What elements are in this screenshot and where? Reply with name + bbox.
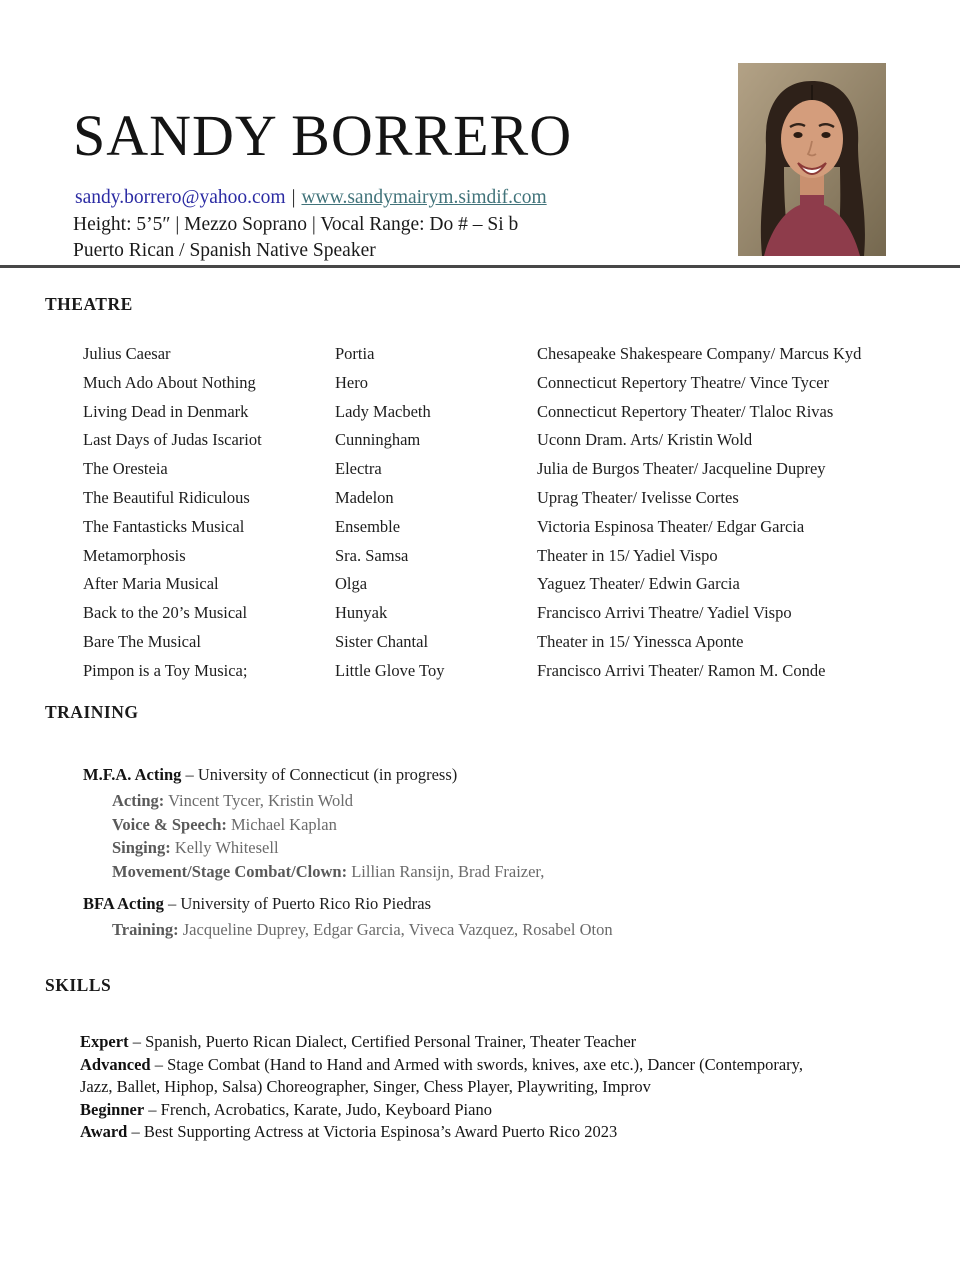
detail-label: Training: <box>112 920 179 940</box>
company-director: Theater in 15/ Yadiel Vispo <box>537 545 718 565</box>
company-director: Julia de Burgos Theater/ Jacqueline Duprey <box>537 459 826 479</box>
language-line: Puerto Rican / Spanish Native Speaker <box>73 240 376 261</box>
skill-text: – Stage Combat (Hand to Hand and Armed with swords, knives, axe etc.), Dancer (Contemporary, Jazz, Ballet, Hiphop, Salsa) Choreographer, Singer, Chess Player, Playwriting, Improv <box>80 1054 803 1097</box>
play-title: Julius Caesar <box>83 344 171 363</box>
skill-item-advanced <box>80 1054 825 1099</box>
role: Lady Macbeth <box>335 401 431 421</box>
company-director: Francisco Arrivi Theater/ Ramon M. Conde <box>537 660 826 680</box>
company-director: Yaguez Theater/ Edwin Garcia <box>537 574 740 594</box>
skill-text: – Best Supporting Actress at Victoria Espinosa’s Award Puerto Rico 2023 <box>127 1122 618 1142</box>
training-heading: TRAINING <box>45 702 139 722</box>
training-detail <box>112 918 613 942</box>
detail-value: Vincent Tycer, Kristin Wold <box>164 791 354 810</box>
program-details <box>112 918 613 942</box>
detail-label: Singing: <box>112 838 171 858</box>
role: Ensemble <box>335 516 401 536</box>
email-link[interactable]: sandy.borrero@yahoo.com <box>75 187 286 208</box>
company-director: Theater in 15/ Yinessca Aponte <box>537 631 744 651</box>
detail-value: Lillian Ransijn, Brad Fraizer, <box>347 861 545 881</box>
skill-level-label: Expert <box>80 1032 129 1051</box>
website-link[interactable]: www.sandymairym.simdif.com <box>301 187 547 208</box>
skill-level-label: Beginner <box>80 1099 145 1119</box>
degree-name: BFA Acting <box>83 894 164 914</box>
skill-text: – French, Acrobatics, Karate, Judo, Keyboard Piano <box>144 1099 492 1119</box>
play-title: Last Days of Judas Iscariot <box>83 430 262 450</box>
role: Little Glove Toy <box>335 660 445 680</box>
header-divider <box>0 265 960 268</box>
role: Hunyak <box>335 603 388 623</box>
company-director: Chesapeake Shakespeare Company/ Marcus Kyd <box>537 344 862 363</box>
skill-item-beginner <box>80 1099 825 1122</box>
play-title: Pimpon is a Toy Musica; <box>83 660 248 680</box>
play-title: The Oresteia <box>83 459 168 479</box>
play-title: Much Ado About Nothing <box>83 372 256 392</box>
company-director: Uprag Theater/ Ivelisse Cortes <box>537 487 739 507</box>
role: Madelon <box>335 487 394 507</box>
training-detail <box>112 860 613 884</box>
skills-heading: SKILLS <box>45 975 112 995</box>
detail-value: Michael Kaplan <box>226 814 337 834</box>
company-director: Victoria Espinosa Theater/ Edgar Garcia <box>537 516 805 536</box>
play-title: Living Dead in Denmark <box>83 401 249 421</box>
detail-label: Movement/Stage Combat/Clown: <box>112 861 348 881</box>
company-director: Francisco Arrivi Theatre/ Yadiel Vispo <box>537 603 792 623</box>
role: Hero <box>335 372 368 392</box>
play-title: Metamorphosis <box>83 545 186 565</box>
detail-value: Jacqueline Duprey, Edgar Garcia, Viveca Vazquez, Rosabel Oton <box>178 920 613 940</box>
program-details <box>112 789 613 883</box>
company-director: Uconn Dram. Arts/ Kristin Wold <box>537 430 753 450</box>
training-program-bfa <box>83 893 613 942</box>
skills-section <box>80 1031 825 1144</box>
headshot-photo <box>738 63 886 256</box>
play-title: Back to the 20’s Musical <box>83 603 248 623</box>
stats-line: Height: 5’5″ | Mezzo Soprano | Vocal Range: Do # – Si b <box>73 214 519 235</box>
training-detail <box>112 789 613 813</box>
theatre-heading: THEATRE <box>45 294 133 314</box>
training-program-mfa <box>83 764 613 883</box>
role: Olga <box>335 574 368 594</box>
role: Cunningham <box>335 430 421 450</box>
training-detail <box>112 813 613 837</box>
play-title: The Fantasticks Musical <box>83 516 245 536</box>
page-title-name: SANDY BORRERO <box>73 103 573 168</box>
skill-item-award <box>80 1121 825 1144</box>
play-title: Bare The Musical <box>83 631 201 651</box>
theatre-table <box>83 340 861 686</box>
play-title: The Beautiful Ridiculous <box>83 487 250 507</box>
company-director: Connecticut Repertory Theater/ Tlaloc Rivas <box>537 401 834 421</box>
detail-value: Kelly Whitesell <box>170 838 279 858</box>
program-title <box>83 764 613 785</box>
contact-separator: | <box>291 187 296 208</box>
role: Electra <box>335 459 382 479</box>
role: Sister Chantal <box>335 631 429 651</box>
company-director: Connecticut Repertory Theatre/ Vince Tycer <box>537 372 829 392</box>
contact-line <box>75 187 547 209</box>
training-section <box>83 764 613 952</box>
play-title: After Maria Musical <box>83 574 219 594</box>
detail-label: Acting: <box>112 791 165 810</box>
skill-text: – Spanish, Puerto Rican Dialect, Certified Personal Trainer, Theater Teacher <box>128 1032 637 1051</box>
program-title <box>83 893 613 914</box>
degree-name: M.F.A. Acting <box>83 765 182 784</box>
skill-item-expert <box>80 1031 825 1054</box>
institution-name: – University of Connecticut (in progress) <box>181 765 458 784</box>
skill-level-label: Advanced <box>80 1054 151 1074</box>
role: Sra. Samsa <box>335 545 409 565</box>
institution-name: – University of Puerto Rico Rio Piedras <box>163 894 432 914</box>
skill-level-label: Award <box>80 1122 128 1142</box>
role: Portia <box>335 344 375 363</box>
training-detail <box>112 836 613 860</box>
detail-label: Voice & Speech: <box>112 814 227 834</box>
